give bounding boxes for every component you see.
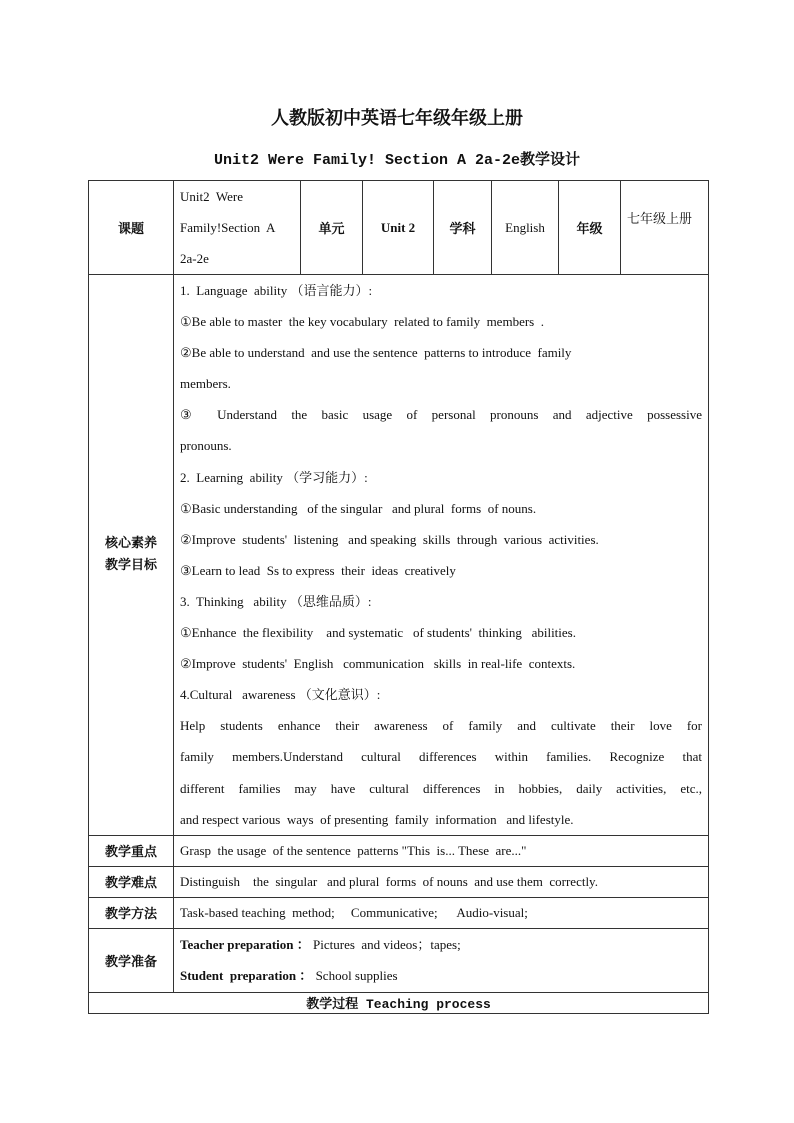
core-line: ②Be able to understand and use the sentence patterns to introduce family xyxy=(180,345,572,361)
topic-line-3: 2a-2e xyxy=(180,251,209,266)
core-line: Help students enhance their awareness of family and cultivate their love for xyxy=(180,718,702,734)
core-line: family members.Understand cultural differences within families. Recognize that xyxy=(180,749,702,765)
teacher-preparation-label: Teacher preparation ： xyxy=(180,937,310,953)
key-points-value: Grasp the usage of the sentence patterns "This is... These are..." xyxy=(174,835,709,866)
header-row xyxy=(89,181,709,275)
teaching-process-header: 教学过程 Teaching process xyxy=(89,992,709,1013)
student-preparation xyxy=(180,960,702,991)
core-objectives xyxy=(174,275,709,836)
core-line: different families may have cultural differences in hobbies, daily activities, etc., xyxy=(180,780,702,796)
key-points-label: 教学重点 xyxy=(89,835,174,866)
preparation-label: 教学准备 xyxy=(89,928,174,992)
core-line: and respect various ways of presenting family information and lifestyle. xyxy=(180,811,574,827)
teacher-preparation xyxy=(180,929,702,960)
core-line: pronouns. xyxy=(180,438,232,454)
core-line: ①Enhance the flexibility and systematic of students' thinking abilities. xyxy=(180,625,576,641)
core-line: ①Basic understanding of the singular and plural forms of nouns. xyxy=(180,500,537,516)
core-line: 2. Learning ability （学习能力）: xyxy=(180,469,368,485)
document-title: 人教版初中英语七年级年级上册 xyxy=(271,108,523,128)
difficult-points-row xyxy=(89,866,709,897)
document-subtitle: Unit2 Were Family! Section A 2a-2e教学设计 xyxy=(213,152,581,169)
core-line: members. xyxy=(180,376,231,392)
unit-label: 单元 xyxy=(301,181,363,275)
topic-line-1: Unit2 Were xyxy=(180,189,243,204)
student-preparation-value: School supplies xyxy=(312,968,398,984)
key-points-row xyxy=(89,835,709,866)
difficult-points-value: Distinguish the singular and plural forms of nouns and use them correctly. xyxy=(174,866,709,897)
core-label-line-1: 核心素养 xyxy=(104,535,157,551)
core-line: 1. Language ability （语言能力）: xyxy=(180,283,373,298)
topic-line-2: Family!Section A xyxy=(180,220,276,235)
grade-value: 七年级上册 xyxy=(621,181,709,275)
core-label xyxy=(89,275,174,836)
difficult-points-label: 教学难点 xyxy=(89,866,174,897)
core-line: ①Be able to master the key vocabulary related to family members . xyxy=(180,314,544,330)
core-row xyxy=(89,275,709,836)
topic-label: 课题 xyxy=(89,181,174,275)
core-line: 4.Cultural awareness （文化意识）: xyxy=(180,687,381,703)
core-label-line-2: 教学目标 xyxy=(104,557,157,573)
process-row xyxy=(89,992,709,1013)
teacher-preparation-value: Pictures and videos；tapes; xyxy=(309,937,461,953)
student-preparation-label: Student preparation ： xyxy=(180,968,313,984)
teaching-method-label: 教学方法 xyxy=(89,897,174,928)
grade-label: 年级 xyxy=(559,181,621,275)
core-line: 3. Thinking ability （思维品质）: xyxy=(180,593,372,609)
preparation-row xyxy=(89,928,709,992)
unit-value: Unit 2 xyxy=(363,181,434,275)
topic-value xyxy=(174,181,301,275)
core-line: ③ Understand the basic usage of personal pronouns and adjective possessive xyxy=(180,407,702,423)
core-line: ②Improve students' English communication skills in real-life contexts. xyxy=(180,656,576,672)
core-line: ③Learn to lead Ss to express their ideas creatively xyxy=(180,562,456,578)
lesson-plan-table xyxy=(88,180,709,1014)
subject-label: 学科 xyxy=(434,181,492,275)
teaching-method-value: Task-based teaching method; Communicative; Audio-visual; xyxy=(174,897,709,928)
teaching-method-row xyxy=(89,897,709,928)
subject-value: English xyxy=(492,181,559,275)
preparation-value xyxy=(174,928,709,992)
core-line: ②Improve students' listening and speaking skills through various activities. xyxy=(180,531,599,547)
